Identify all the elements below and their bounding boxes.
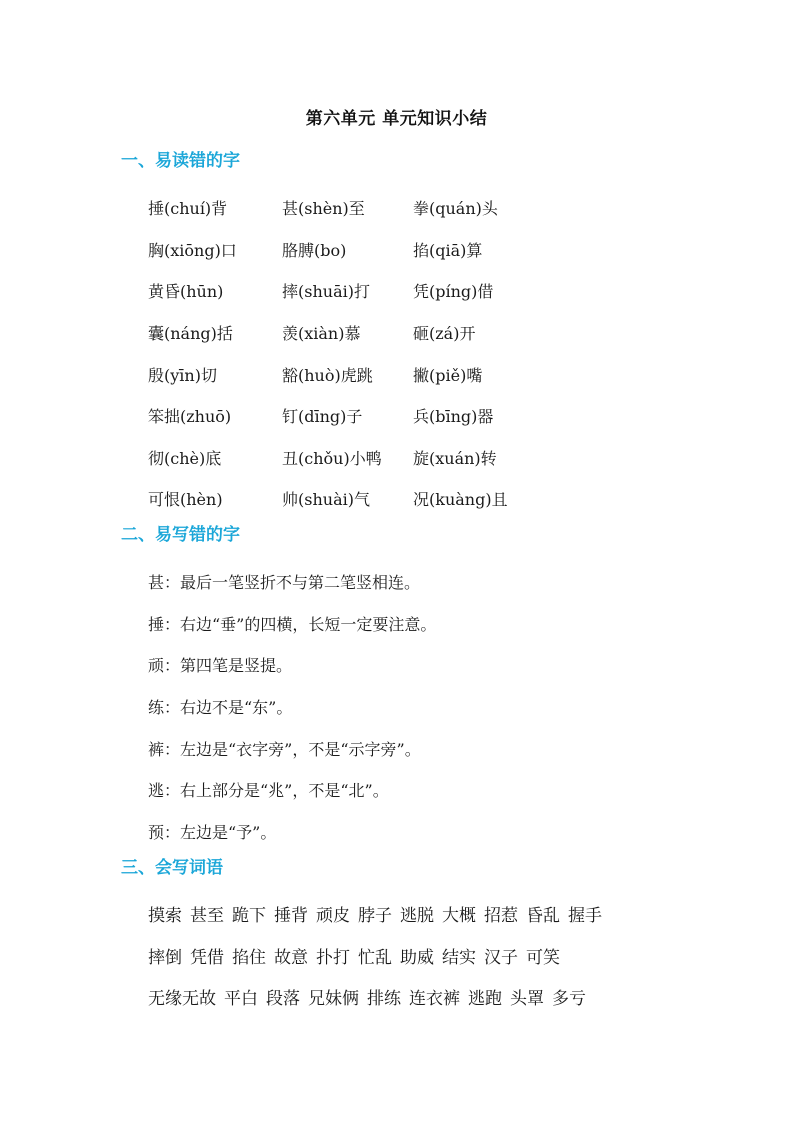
word: 握手 bbox=[568, 906, 602, 927]
vocab-item: 帅(shuài)气 bbox=[282, 490, 370, 510]
word: 招惹 bbox=[484, 906, 518, 927]
vocab-item: 殷(yīn)切 bbox=[148, 365, 217, 385]
vocab-row bbox=[148, 229, 568, 271]
word: 连衣裤 bbox=[409, 989, 460, 1010]
word: 掐住 bbox=[232, 947, 266, 968]
section-heading-misread: 一、易读错的字 bbox=[121, 151, 240, 171]
vocab-item: 甚(shèn)至 bbox=[282, 199, 365, 219]
vocab-item: 囊(náng)括 bbox=[148, 324, 233, 344]
word: 无缘无故 bbox=[148, 989, 216, 1010]
vocab-item: 胸(xiōng)口 bbox=[148, 240, 237, 260]
vocab-item: 旋(xuán)转 bbox=[413, 448, 497, 468]
vocab-item: 黄昏(hūn) bbox=[148, 282, 224, 302]
vocab-item: 钉(dīng)子 bbox=[282, 407, 363, 427]
section-heading-words: 三、会写词语 bbox=[121, 858, 223, 878]
word-list bbox=[148, 893, 708, 1018]
vocab-item: 况(kuàng)且 bbox=[413, 490, 508, 510]
word: 脖子 bbox=[358, 906, 392, 927]
word: 逃跑 bbox=[468, 989, 502, 1010]
word: 摔倒 bbox=[148, 947, 182, 968]
word: 甚至 bbox=[190, 906, 224, 927]
word: 头罩 bbox=[510, 989, 544, 1010]
section-heading-miswrite: 二、易写错的字 bbox=[121, 525, 240, 545]
vocab-item: 豁(huò)虎跳 bbox=[282, 365, 373, 385]
word-line bbox=[148, 893, 708, 935]
vocab-item: 摔(shuāi)打 bbox=[282, 282, 370, 302]
vocab-row bbox=[148, 353, 568, 395]
word: 助威 bbox=[400, 947, 434, 968]
word: 汉子 bbox=[484, 947, 518, 968]
word: 可笑 bbox=[526, 947, 560, 968]
word: 凭借 bbox=[190, 947, 224, 968]
vocab-item: 凭(píng)借 bbox=[413, 282, 494, 302]
vocab-item: 可恨(hèn) bbox=[148, 490, 223, 510]
word-line bbox=[148, 935, 708, 977]
word: 大概 bbox=[442, 906, 476, 927]
vocab-item: 彻(chè)底 bbox=[148, 448, 222, 468]
note-line: 练：右边不是“东”。 bbox=[148, 698, 293, 718]
word: 捶背 bbox=[274, 906, 308, 927]
vocab-item: 撇(piě)嘴 bbox=[413, 365, 483, 385]
vocab-item: 羡(xiàn)慕 bbox=[282, 324, 361, 344]
word: 昏乱 bbox=[526, 906, 560, 927]
vocab-row bbox=[148, 437, 568, 479]
word: 跪下 bbox=[232, 906, 266, 927]
note-line: 甚：最后一笔竖折不与第二笔竖相连。 bbox=[148, 573, 421, 593]
vocab-row bbox=[148, 395, 568, 437]
vocab-item: 胳膊(bo) bbox=[282, 240, 347, 260]
word: 逃脱 bbox=[400, 906, 434, 927]
misread-characters-grid bbox=[148, 187, 568, 520]
vocab-item: 笨拙(zhuō) bbox=[148, 407, 232, 427]
word: 扑打 bbox=[316, 947, 350, 968]
word: 摸索 bbox=[148, 906, 182, 927]
vocab-row bbox=[148, 187, 568, 229]
page-title: 第六单元 单元知识小结 bbox=[305, 109, 488, 129]
vocab-item: 捶(chuí)背 bbox=[148, 199, 228, 219]
miswrite-notes bbox=[148, 561, 708, 852]
note-line: 顽：第四笔是竖提。 bbox=[148, 656, 293, 676]
vocab-item: 丑(chǒu)小鸭 bbox=[282, 448, 382, 468]
word: 结实 bbox=[442, 947, 476, 968]
vocab-row bbox=[148, 270, 568, 312]
word: 多亏 bbox=[552, 989, 586, 1010]
vocab-row bbox=[148, 478, 568, 520]
word: 故意 bbox=[274, 947, 308, 968]
vocab-item: 砸(zá)开 bbox=[413, 324, 476, 344]
word-line bbox=[148, 976, 708, 1018]
vocab-item: 掐(qiā)算 bbox=[413, 240, 483, 260]
vocab-item: 兵(bīng)器 bbox=[413, 407, 494, 427]
note-line: 逃：右上部分是“兆”，不是“北”。 bbox=[148, 781, 389, 801]
word: 平白 bbox=[224, 989, 258, 1010]
word: 忙乱 bbox=[358, 947, 392, 968]
note-line: 预：左边是“予”。 bbox=[148, 822, 277, 842]
word: 顽皮 bbox=[316, 906, 350, 927]
note-line: 裤：左边是“衣字旁”，不是“示字旁”。 bbox=[148, 739, 421, 759]
vocab-row bbox=[148, 312, 568, 354]
vocab-item: 拳(quán)头 bbox=[413, 199, 498, 219]
word: 排练 bbox=[367, 989, 401, 1010]
word: 兄妹俩 bbox=[308, 989, 359, 1010]
word: 段落 bbox=[266, 989, 300, 1010]
note-line: 捶：右边“垂”的四横，长短一定要注意。 bbox=[148, 614, 437, 634]
